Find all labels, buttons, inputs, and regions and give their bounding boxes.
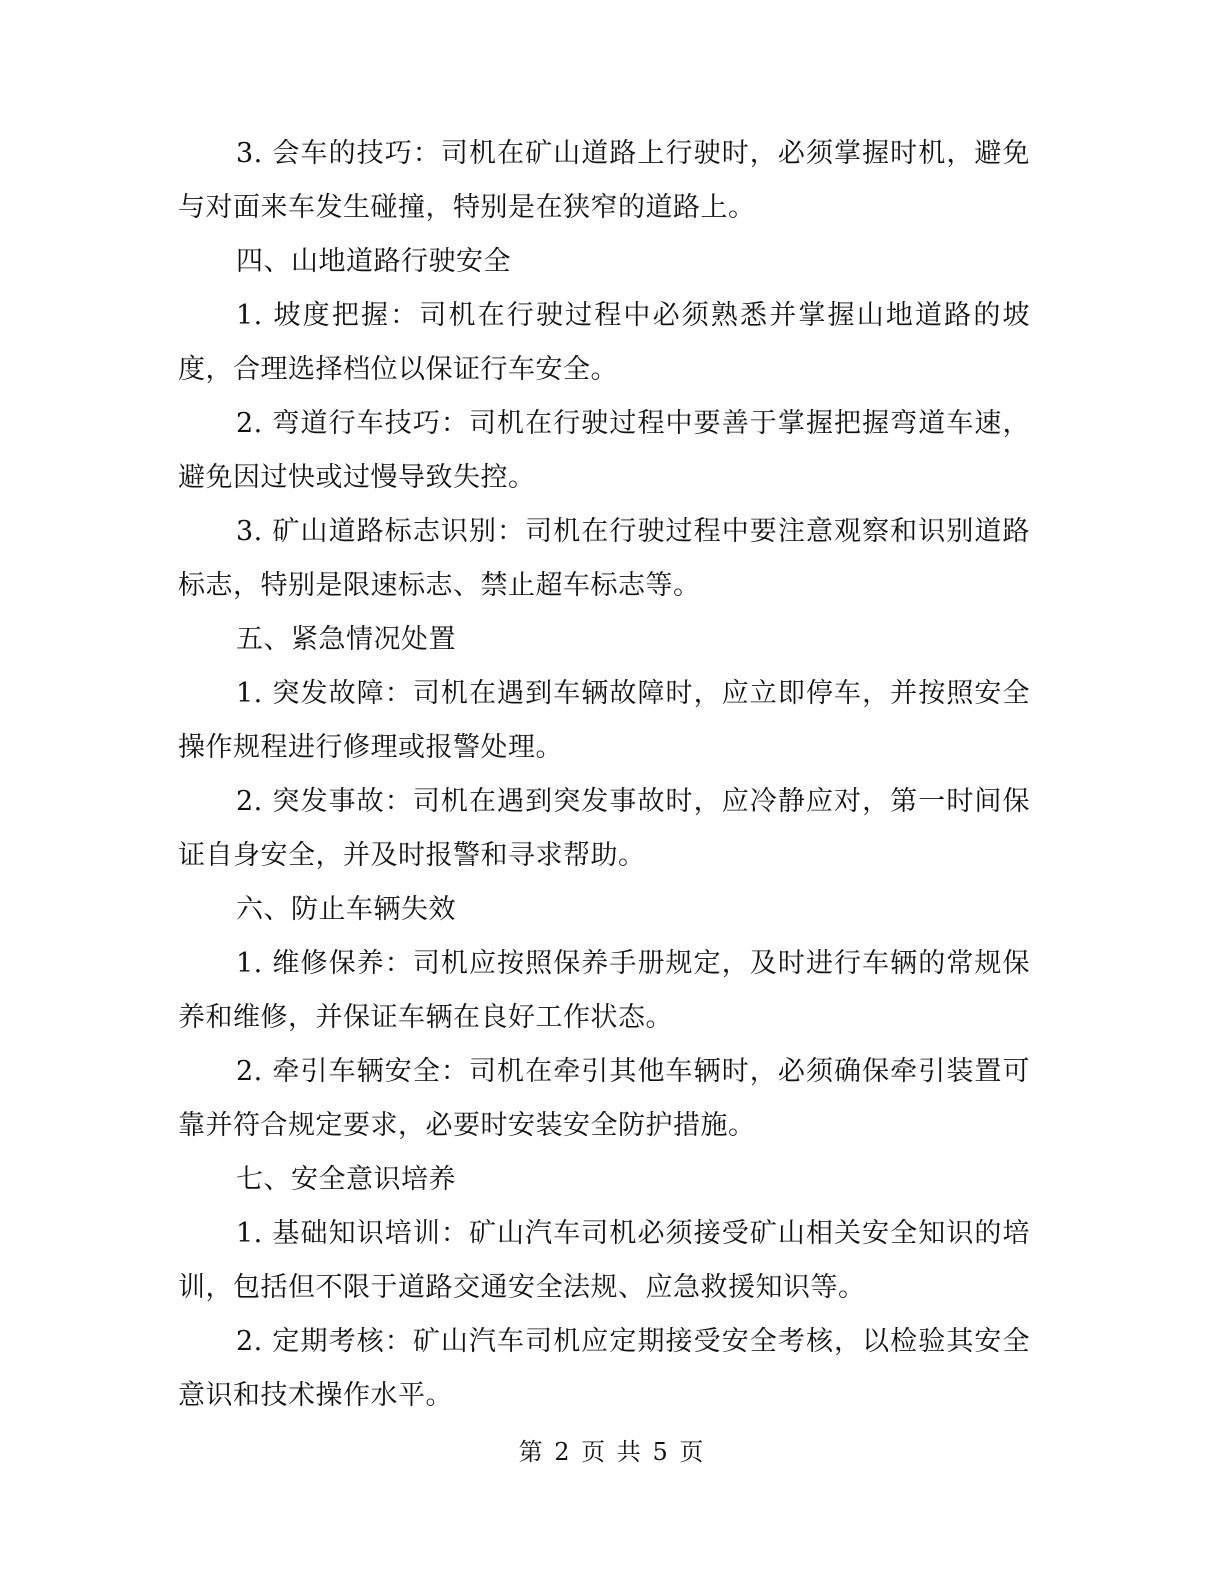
heading-section-6: 六、防止车辆失效 <box>236 894 456 925</box>
document-page <box>178 127 1030 1423</box>
para-maintenance: 1. 维修保养：司机应按照保养手册规定，及时进行车辆的常规保养和维修，并保证车辆在良好工作状态。 <box>178 948 1030 1033</box>
para-meeting-vehicles: 3. 会车的技巧：司机在矿山道路上行驶时，必须掌握时机，避免与对面来车发生碰撞，特别是在狭窄的道路上。 <box>178 138 1030 223</box>
page-number-footer: 第 2 页 共 5 页 <box>518 1438 706 1466</box>
para-slope-control: 1. 坡度把握：司机在行驶过程中必须熟悉并掌握山地道路的坡度，合理选择档位以保证行车安全。 <box>178 300 1030 385</box>
para-sudden-failure: 1. 突发故障：司机在遇到车辆故障时，应立即停车，并按照安全操作规程进行修理或报警处理。 <box>178 678 1030 763</box>
heading-section-5: 五、紧急情况处置 <box>236 624 456 655</box>
para-regular-assessment: 2. 定期考核：矿山汽车司机应定期接受安全考核，以检验其安全意识和技术操作水平。 <box>178 1326 1030 1411</box>
para-basic-training: 1. 基础知识培训：矿山汽车司机必须接受矿山相关安全知识的培训，包括但不限于道路交通安全法规、应急救援知识等。 <box>178 1218 1030 1303</box>
para-road-signs: 3. 矿山道路标志识别：司机在行驶过程中要注意观察和识别道路标志，特别是限速标志、禁止超车标志等。 <box>178 516 1030 601</box>
para-towing-safety: 2. 牵引车辆安全：司机在牵引其他车辆时，必须确保牵引装置可靠并符合规定要求，必要时安装安全防护措施。 <box>178 1056 1030 1141</box>
heading-section-7: 七、安全意识培养 <box>236 1164 456 1195</box>
heading-section-4: 四、山地道路行驶安全 <box>236 246 511 277</box>
para-curve-driving: 2. 弯道行车技巧：司机在行驶过程中要善于掌握把握弯道车速，避免因过快或过慢导致失控。 <box>178 408 1030 493</box>
para-sudden-accident: 2. 突发事故：司机在遇到突发事故时，应冷静应对，第一时间保证自身安全，并及时报警和寻求帮助。 <box>178 786 1030 871</box>
